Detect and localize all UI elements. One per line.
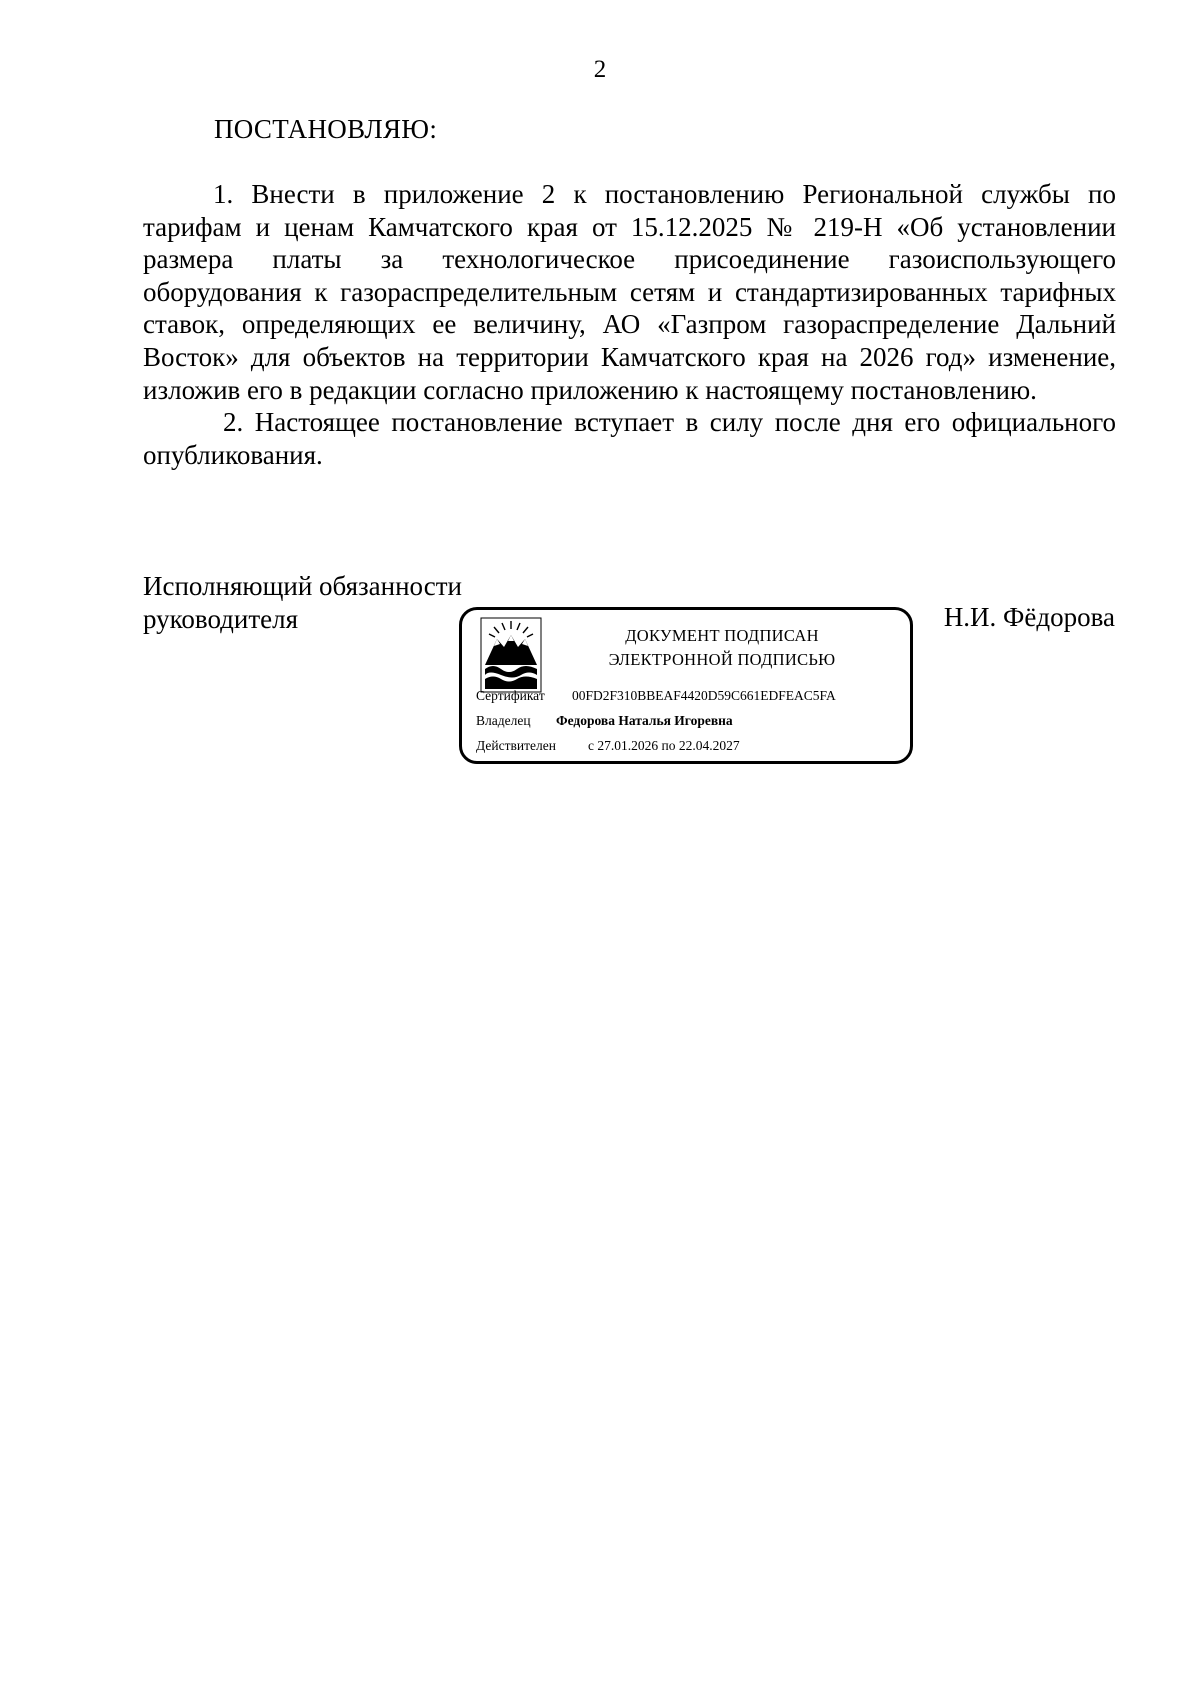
validity-label: Действителен — [476, 738, 556, 753]
paragraph-2: 2. Настоящее постановление вступает в силу после дня его официального опубликования. — [143, 407, 1116, 470]
kamchatka-coat-of-arms-icon — [480, 617, 542, 693]
signatory-name: Н.И. Фёдорова — [943, 602, 1115, 632]
stamp-title-line-1: ДОКУМЕНТ ПОДПИСАН — [625, 626, 819, 645]
owner-value: Федорова Наталья Игоревна — [556, 713, 733, 728]
page-number: 2 — [593, 56, 607, 83]
signatory-position — [143, 570, 462, 635]
position-line-2: руководителя — [143, 603, 299, 634]
stamp-title-line-2: ЭЛЕКТРОННОЙ ПОДПИСЬЮ — [608, 650, 836, 669]
electronic-signature-stamp — [459, 607, 913, 764]
stamp-validity-row — [476, 738, 740, 754]
paragraph-1: 1. Внести в приложение 2 к постановлению Региональной службы по тарифам и ценам Камчатского края от 15.12.2025 № 219-Н «Об установлении размера платы за технологическое присоединение газоиспользующего оборудования к газораспределительным сетям и стандартизированных тарифных ставок, определяющих ее величину, АО «Газпром газораспределение Дальний Восток» для объектов на территории Камчатского края на 2026 год» изменение, изложив его в редакции согласно приложению к настоящему постановлению. — [143, 179, 1116, 405]
document-body — [143, 178, 1116, 471]
validity-value: с 27.01.2026 по 22.04.2027 — [588, 738, 740, 753]
position-line-1: Исполняющий обязанности — [143, 571, 462, 601]
certificate-label: Сертификат — [476, 688, 545, 703]
certificate-value: 00FD2F310BBEAF4420D59C661EDFEAC5FA — [572, 688, 836, 703]
stamp-owner-row — [476, 713, 733, 729]
owner-label: Владелец — [476, 713, 531, 728]
resolution-heading: ПОСТАНОВЛЯЮ: — [214, 114, 438, 144]
stamp-certificate-row — [476, 688, 836, 704]
